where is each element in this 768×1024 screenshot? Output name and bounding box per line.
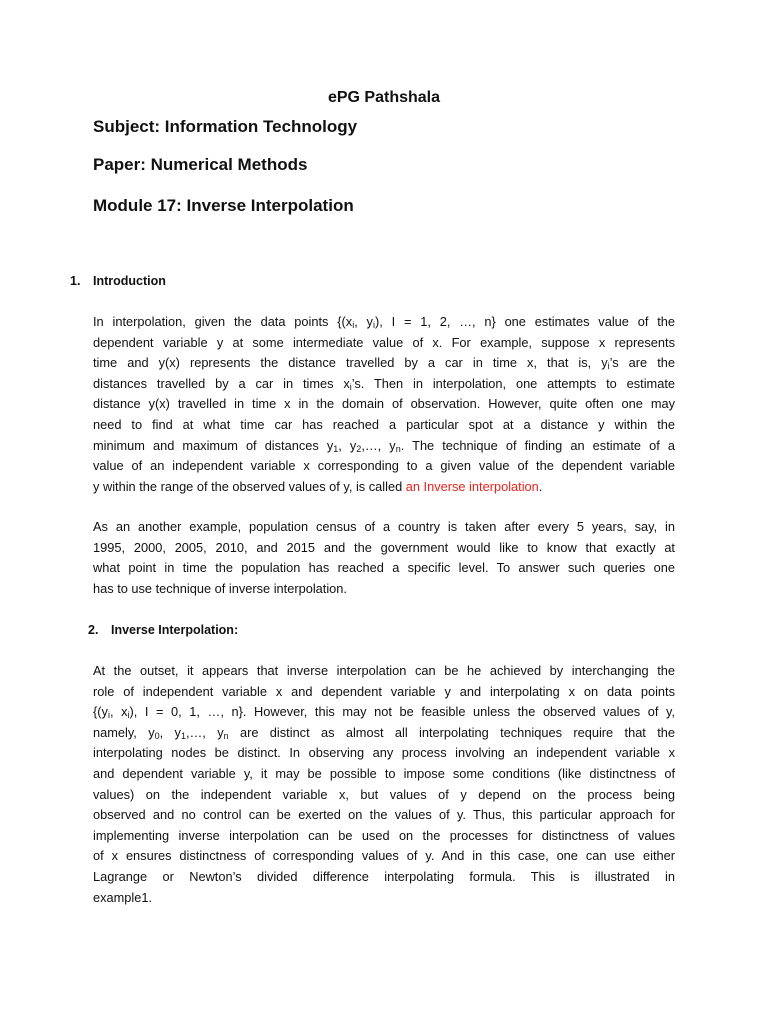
section-number: 1.	[70, 274, 81, 288]
text-line: need to find at what time car has reached a particular spot at a distance y within the	[93, 416, 675, 432]
section-2-heading	[88, 623, 238, 637]
text-line: In interpolation, given the data points {($x_i$, $y_i$), I = 1, 2, …, n} one estimates value of the	[93, 314, 675, 330]
text-line: minimum and maximum of distances $y_1$, $y_2,\dots$, $y_n$. The technique of finding an estimate of a	[93, 437, 675, 454]
text-line: interpolating nodes be distinct. In observing any process involving an independent variable x	[93, 745, 675, 761]
highlighted-term: an Inverse interpolation	[405, 478, 539, 494]
module-line: Module 17: Inverse Interpolation	[93, 196, 354, 215]
intro-paragraph-1	[93, 312, 675, 497]
text-line: what point in time the population has reached a specific level. To answer such queries one	[93, 560, 675, 576]
text-line: At the outset, it appears that inverse interpolation can be he achieved by interchanging the	[93, 663, 675, 678]
text-line: observed and no control can be exerted on the values of y. Thus, this particular approach for	[93, 807, 675, 823]
text-line: role of independent variable x and dependent variable y and interpolating x on data points	[93, 683, 675, 699]
text-line: distance y(x) travelled in time x in the domain of observation. However, quite often one may	[93, 396, 675, 412]
text-line: example1.	[93, 889, 153, 905]
text-line: distances travelled by a car in times $x_i’s$. Then in interpolation, one attempts to estimate	[93, 375, 675, 392]
text-line: 1995, 2000, 2005, 2010, and 2015 and the government would like to know that exactly at	[93, 539, 675, 555]
text-line: implementing inverse interpolation can be used on the processes for distinctness of values	[93, 827, 675, 843]
section-1-heading	[70, 274, 166, 288]
text-line: y within the range of the observed values of y, is called an Inverse interpolation.	[93, 478, 543, 494]
text-line: value of an independent variable x corresponding to a given value of the dependent variable	[93, 458, 675, 474]
section-number: 2.	[88, 623, 99, 637]
subject-line: Subject: Information Technology	[93, 117, 358, 136]
text-line: Lagrange or Newton’s divided difference interpolating formula. This is illustrated in	[93, 868, 675, 884]
paper-line: Paper: Numerical Methods	[93, 155, 308, 174]
section-title: Introduction	[93, 274, 166, 288]
text-line: and dependent variable y, it may be possible to impose some conditions (like distinctness of	[93, 765, 675, 781]
section-title: Inverse Interpolation:	[111, 623, 239, 637]
text-line: {($y_i$, $x_i$), I = 0, 1, …, n}. However, this may not be feasible unless the observed values of y,	[93, 704, 675, 721]
text-line: values) on the independent variable x, but values of y depend on the process being	[93, 786, 675, 802]
text-line: has to use technique of inverse interpolation.	[93, 580, 347, 596]
document-title: ePG Pathshala	[327, 89, 441, 106]
text-line: time and y(x) represents the distance travelled by a car in time x, that is, $y_i’s$ are the	[93, 355, 675, 372]
intro-paragraph-2	[93, 517, 675, 599]
text-line: dependent variable y at some intermediate value of x. For example, suppose x represents	[93, 334, 675, 350]
inverse-interpolation-paragraph	[93, 661, 675, 908]
text-line: As an another example, population census of a country is taken after every 5 years, say, in	[93, 519, 675, 534]
text-line: namely, $y_0$, $y_1,\dots$, $y_n$ are distinct as almost all interpolating techniques require that the	[93, 724, 675, 741]
text-line: of x ensures distinctness of corresponding values of y. And in this case, one can use either	[93, 848, 675, 864]
